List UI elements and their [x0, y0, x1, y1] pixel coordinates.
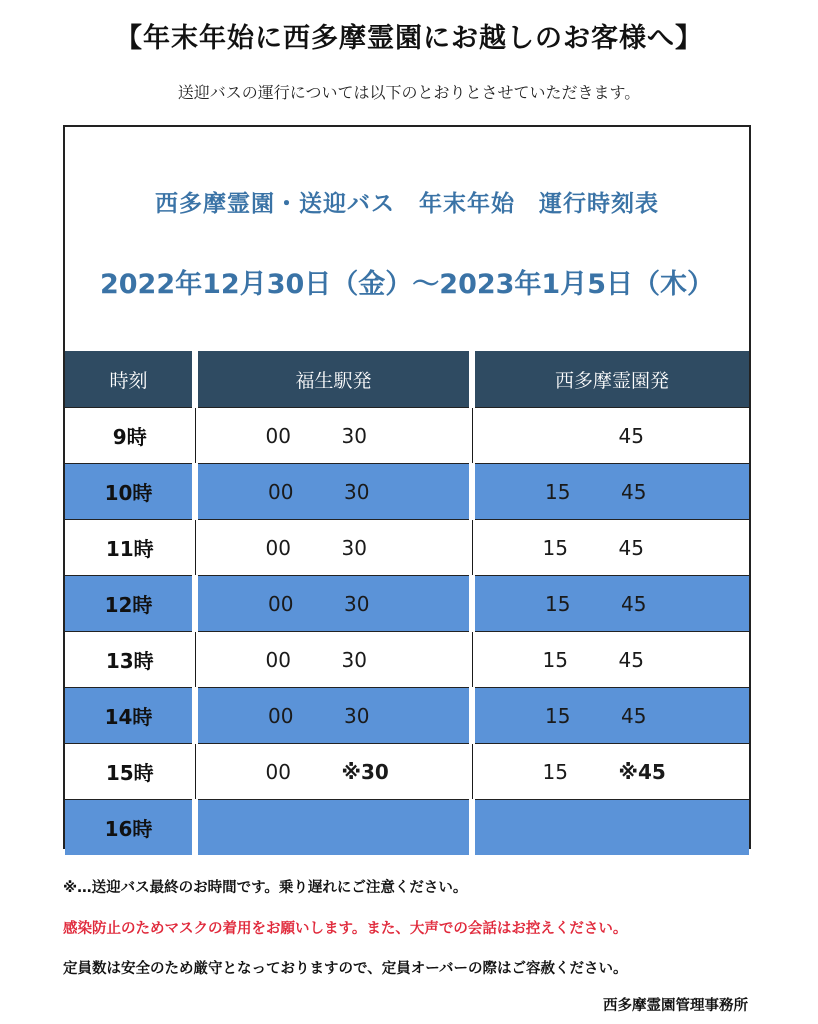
table-row: [65, 576, 749, 632]
reien-time: 45: [618, 535, 644, 560]
table-row: [65, 520, 749, 576]
reien-cell: [472, 744, 749, 800]
hour-cell: 14時: [65, 688, 195, 744]
reien-time: 15: [542, 647, 568, 672]
reien-time: 45: [618, 423, 644, 448]
fussa-cell: [195, 744, 472, 800]
reien-time: 45: [621, 479, 647, 504]
hour-cell: 15時: [65, 744, 195, 800]
reien-last-bus-time: ※45: [618, 759, 666, 784]
header-reien: 西多摩霊園発: [472, 351, 749, 408]
table-row: [65, 744, 749, 800]
table-row: [65, 800, 749, 856]
fussa-time: 00: [268, 703, 294, 728]
fussa-time: 00: [265, 535, 291, 560]
table-row: [65, 688, 749, 744]
fussa-time: 00: [265, 423, 291, 448]
table-row: [65, 408, 749, 464]
fussa-cell: [195, 576, 472, 632]
fussa-time: 30: [344, 703, 370, 728]
fussa-time: 30: [341, 535, 367, 560]
fussa-cell: [195, 408, 472, 464]
timetable-frame: [63, 125, 751, 849]
schedule-title: 西多摩霊園・送迎バス 年末年始 運行時刻表: [155, 191, 659, 217]
fussa-cell: [195, 632, 472, 688]
fussa-time: 30: [341, 423, 367, 448]
page-title: 【年末年始に西多摩霊園にお越しのお客様へ】: [115, 23, 703, 54]
table-row: [65, 464, 749, 520]
header-time: 時刻: [65, 351, 195, 408]
fussa-time: 30: [341, 647, 367, 672]
table-row: [65, 632, 749, 688]
timetable: [65, 351, 749, 855]
fussa-cell: [195, 520, 472, 576]
reien-cell: [472, 800, 749, 856]
fussa-time: 00: [265, 759, 291, 784]
reien-time: 45: [621, 591, 647, 616]
fussa-cell: [195, 800, 472, 856]
hour-cell: 13時: [65, 632, 195, 688]
hour-cell: 16時: [65, 800, 195, 856]
fussa-time: 00: [268, 479, 294, 504]
hour-cell: 12時: [65, 576, 195, 632]
intro-text: 送迎バスの運行については以下のとおりとさせていただきます。: [177, 83, 641, 102]
reien-time: 15: [542, 759, 568, 784]
fussa-cell: [195, 464, 472, 520]
fussa-last-bus-time: ※30: [341, 759, 389, 784]
reien-time: 15: [542, 535, 568, 560]
hour-cell: 10時: [65, 464, 195, 520]
reien-time: 15: [545, 591, 571, 616]
capacity-note: 定員数は安全のため厳守となっておりますので、定員オーバーの際はご容赦ください。: [63, 961, 628, 977]
reien-time: 45: [618, 647, 644, 672]
hour-cell: 9時: [65, 408, 195, 464]
reien-cell: [472, 408, 749, 464]
mask-note: 感染防止のためマスクの着用をお願いします。また、大声での会話はお控えください。: [63, 921, 628, 937]
reien-cell: [472, 520, 749, 576]
fussa-time: 00: [268, 591, 294, 616]
last-bus-note: ※…送迎バス最終のお時間です。乗り遅れにご注意ください。: [63, 880, 468, 896]
reien-cell: [472, 576, 749, 632]
reien-cell: [472, 632, 749, 688]
timetable-header-row: [65, 351, 749, 408]
fussa-time: 30: [344, 591, 370, 616]
date-range: 2022年12月30日（金）～2023年1月5日（木）: [99, 269, 714, 300]
office-name: 西多摩霊園管理事務所: [603, 998, 748, 1014]
hour-cell: 11時: [65, 520, 195, 576]
reien-time: 15: [545, 703, 571, 728]
fussa-time: 30: [344, 479, 370, 504]
reien-cell: [472, 464, 749, 520]
fussa-cell: [195, 688, 472, 744]
reien-cell: [472, 688, 749, 744]
reien-time: 15: [545, 479, 571, 504]
reien-time: 45: [621, 703, 647, 728]
header-fussa: 福生駅発: [195, 351, 472, 408]
fussa-time: 00: [265, 647, 291, 672]
